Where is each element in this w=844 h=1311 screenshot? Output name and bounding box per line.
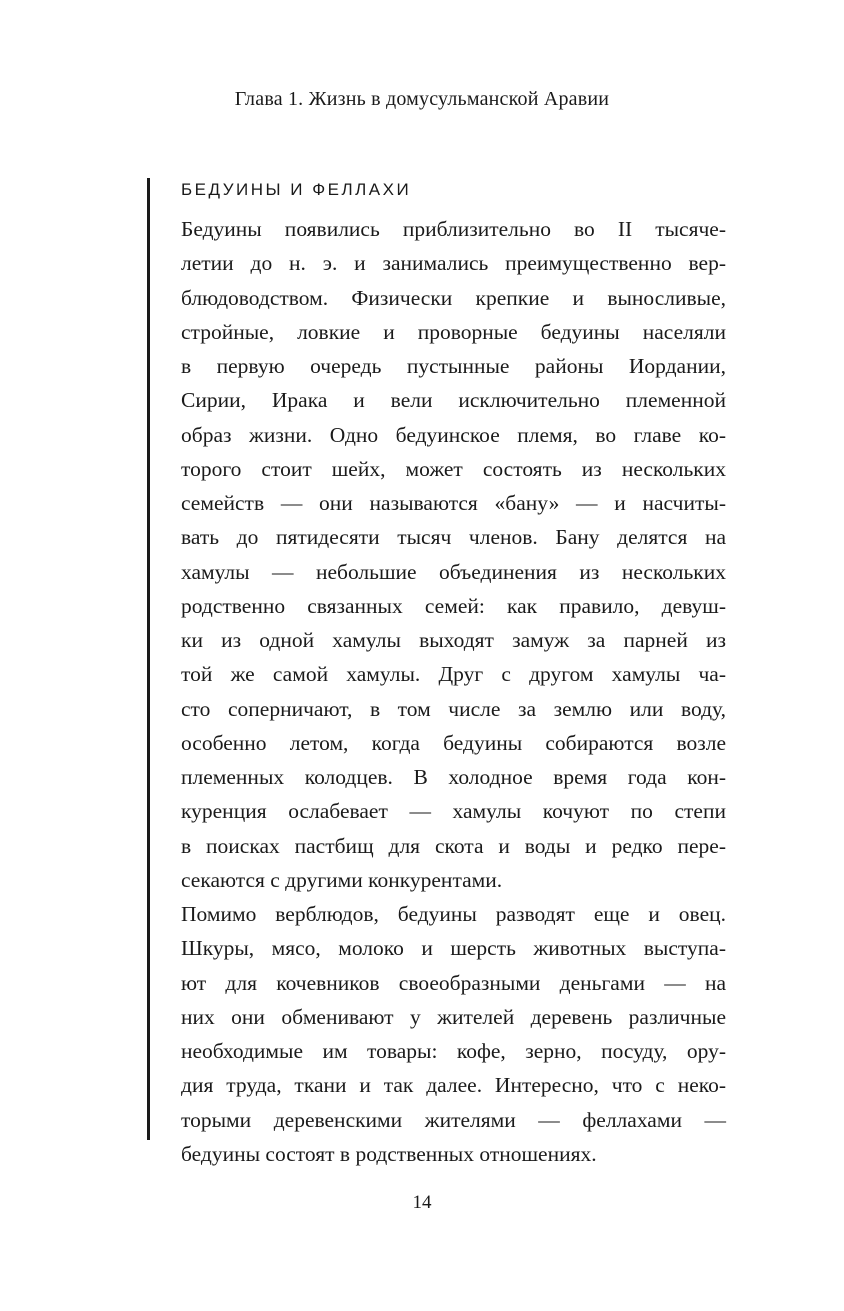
text-line: хамулы — небольшие объединения из нескольких	[181, 559, 726, 584]
text-line: них они обменивают у жителей деревень различные	[181, 1004, 726, 1029]
text-line: сто соперничают, в том числе за землю или воду,	[181, 696, 726, 721]
text-line: летии до н. э. и занимались преимущественно вер-	[181, 251, 726, 276]
text-line: той же самой хамулы. Друг с другом хамулы ча-	[181, 662, 726, 687]
text-line: дия труда, ткани и так далее. Интересно, что с неко-	[181, 1073, 726, 1098]
section-title: БЕДУИНЫ И ФЕЛЛАХИ	[181, 180, 412, 199]
text-line: куренция ослабевает — хамулы кочуют по степи	[181, 799, 726, 824]
running-header: Глава 1. Жизнь в домусульманской Аравии	[234, 88, 610, 110]
text-line: торыми деревенскими жителями — феллахами —	[181, 1107, 726, 1132]
text-line: необходимые им товары: кофе, зерно, посуду, ору-	[181, 1039, 726, 1063]
text-line: ют для кочевников своеобразными деньгами — на	[181, 970, 726, 995]
text-line: особенно летом, когда бедуины собираются возле	[181, 730, 726, 755]
text-line: в поисках пастбищ для скота и воды и редко пере-	[181, 833, 726, 858]
text-line: секаются с другими конкурентами.	[181, 867, 503, 892]
text-line: торого стоит шейх, может состоять из нескольких	[181, 456, 726, 481]
body-text	[181, 212, 726, 1171]
page-number: 14	[412, 1192, 432, 1213]
text-line: Бедуины появились приблизительно во II тысяче-	[181, 217, 726, 241]
text-line: семейств — они называются «бану» — и насчиты-	[181, 491, 726, 515]
text-line: Шкуры, мясо, молоко и шерсть животных выступа-	[181, 936, 726, 961]
text-line: стройные, ловкие и проворные бедуины населяли	[181, 319, 726, 344]
text-line: бедуины состоят в родственных отношениях.	[181, 1141, 597, 1166]
text-line: Помимо верблюдов, бедуины разводят еще и овец.	[181, 902, 726, 926]
text-line: Сирии, Ирака и вели исключительно племенной	[181, 388, 726, 413]
text-line: в первую очередь пустынные районы Иордании,	[181, 354, 726, 378]
text-line: ки из одной хамулы выходят замуж за парней из	[181, 628, 726, 652]
text-line: родственно связанных семей: как правило, девуш-	[181, 593, 726, 618]
text-line: образ жизни. Одно бедуинское племя, во главе ко-	[181, 422, 726, 447]
text-line: вать до пятидесяти тысяч членов. Бану делятся на	[181, 525, 726, 550]
text-line: племенных колодцев. В холодное время года кон-	[181, 765, 726, 789]
section-margin-bar	[147, 178, 150, 1140]
text-line: блюдоводством. Физически крепкие и выносливые,	[181, 285, 726, 310]
